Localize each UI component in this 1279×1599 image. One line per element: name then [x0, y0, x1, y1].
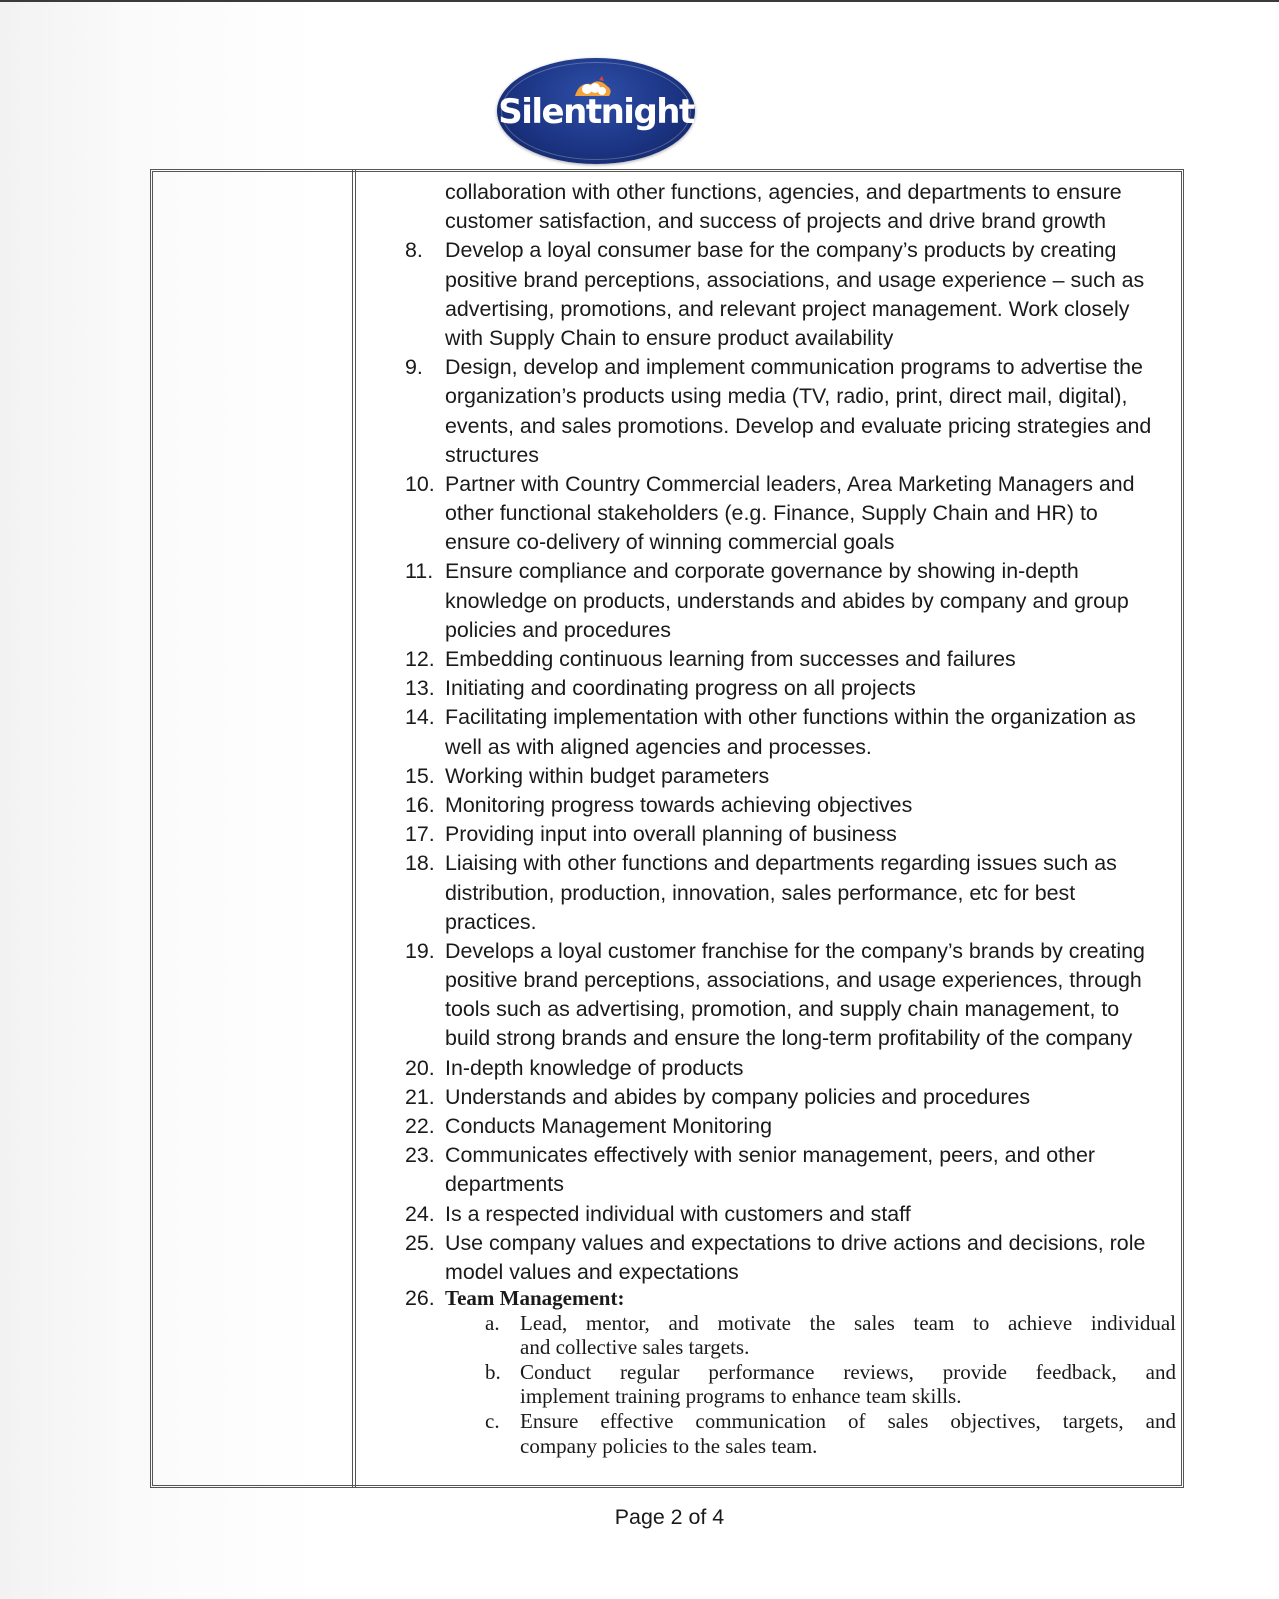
list-item-line: practices.	[445, 909, 537, 934]
logo-wordmark: Silentnight	[498, 92, 694, 132]
list-item-line: knowledge on products, understands and abides by company and group	[445, 588, 1129, 613]
list-item-24: 24. Is a respected individual with customers and staff	[405, 1201, 911, 1226]
list-item-14: 14. Facilitating implementation with other functions within the organization as	[405, 705, 1136, 730]
team-management-section	[405, 1286, 1175, 1458]
list-item-18: 18. Liaising with other functions and departments regarding issues such as	[405, 851, 1117, 876]
sub-item-line: company policies to the sales team.	[520, 1433, 818, 1458]
list-item-line: advertising, promotions, and relevant project management. Work closely	[445, 296, 1130, 321]
sub-item-b: b. Conduct regular performance reviews, provide feedback, and	[485, 1359, 1176, 1384]
responsibilities-list	[405, 178, 1175, 1287]
list-item-line: well as with aligned agencies and processes.	[445, 734, 872, 759]
list-item-line: build strong brands and ensure the long-term profitability of the company	[445, 1026, 1133, 1051]
list-item-13: 13. Initiating and coordinating progress on all projects	[405, 676, 916, 701]
sub-item-c: c. Ensure effective communication of sales objectives, targets, and	[485, 1408, 1176, 1433]
list-item-line: distribution, production, innovation, sales performance, etc for best	[445, 880, 1076, 905]
sub-item-a: a. Lead, mentor, and motivate the sales team to achieve individual	[485, 1310, 1176, 1335]
sub-item-line: implement training programs to enhance team skills.	[520, 1384, 962, 1409]
silentnight-logo	[497, 58, 695, 164]
list-item-12: 12. Embedding continuous learning from successes and failures	[405, 647, 1016, 671]
page-number: Page 2 of 4	[614, 1505, 725, 1529]
sub-item-line: and collective sales targets.	[520, 1335, 750, 1360]
list-item-11: 11. Ensure compliance and corporate governance by showing in-depth	[405, 559, 1079, 584]
list-item-20: 20. In-depth knowledge of products	[405, 1055, 744, 1080]
list-item-line: policies and procedures	[445, 617, 671, 642]
list-item-line: with Supply Chain to ensure product availability	[445, 325, 894, 350]
list-item-17: 17. Providing input into overall planning of business	[405, 822, 897, 847]
continuation-line: customer satisfaction, and success of projects and drive brand growth	[445, 209, 1107, 234]
list-item-line: model values and expectations	[445, 1259, 739, 1284]
list-item-8: 8. Develop a loyal consumer base for the company’s products by creating	[405, 238, 1117, 263]
list-item-16: 16. Monitoring progress towards achieving objectives	[405, 792, 913, 817]
list-item-21: 21. Understands and abides by company policies and procedures	[405, 1084, 1031, 1109]
list-item-line: departments	[445, 1172, 564, 1197]
list-item-25: 25. Use company values and expectations to drive actions and decisions, role	[405, 1230, 1146, 1255]
list-item-line: events, and sales promotions. Develop and evaluate pricing strategies and	[445, 413, 1152, 438]
list-item-15: 15. Working within budget parameters	[405, 763, 770, 788]
list-item-line: positive brand perceptions, associations, and usage experiences, through	[445, 968, 1142, 993]
list-item-19: 19. Develops a loyal customer franchise for the company’s brands by creating	[405, 938, 1145, 963]
table-column-divider	[352, 169, 356, 1488]
list-item-line: other functional stakeholders (e.g. Finance, Supply Chain and HR) to	[445, 501, 1098, 526]
list-item-line: tools such as advertising, promotion, and supply chain management, to	[445, 997, 1120, 1022]
list-item-line: structures	[445, 442, 539, 467]
continuation-line: collaboration with other functions, agencies, and departments to ensure	[445, 180, 1122, 204]
list-item-23: 23. Communicates effectively with senior management, peers, and other	[405, 1143, 1095, 1168]
list-item-line: ensure co-delivery of winning commercial goals	[445, 530, 895, 555]
list-item-22: 22. Conducts Management Monitoring	[405, 1114, 772, 1138]
list-item-10: 10. Partner with Country Commercial leaders, Area Marketing Managers and	[405, 471, 1135, 496]
list-item-line: positive brand perceptions, associations, and usage experience – such as	[445, 267, 1145, 292]
list-item-line: organization’s products using media (TV, radio, print, direct mail, digital),	[445, 384, 1128, 409]
list-item-26: 26. Team Management:	[405, 1286, 625, 1310]
top-border-line	[0, 0, 1279, 2]
team-management-heading: Team Management:	[445, 1286, 625, 1310]
list-item-9: 9. Design, develop and implement communication programs to advertise the	[405, 355, 1143, 380]
